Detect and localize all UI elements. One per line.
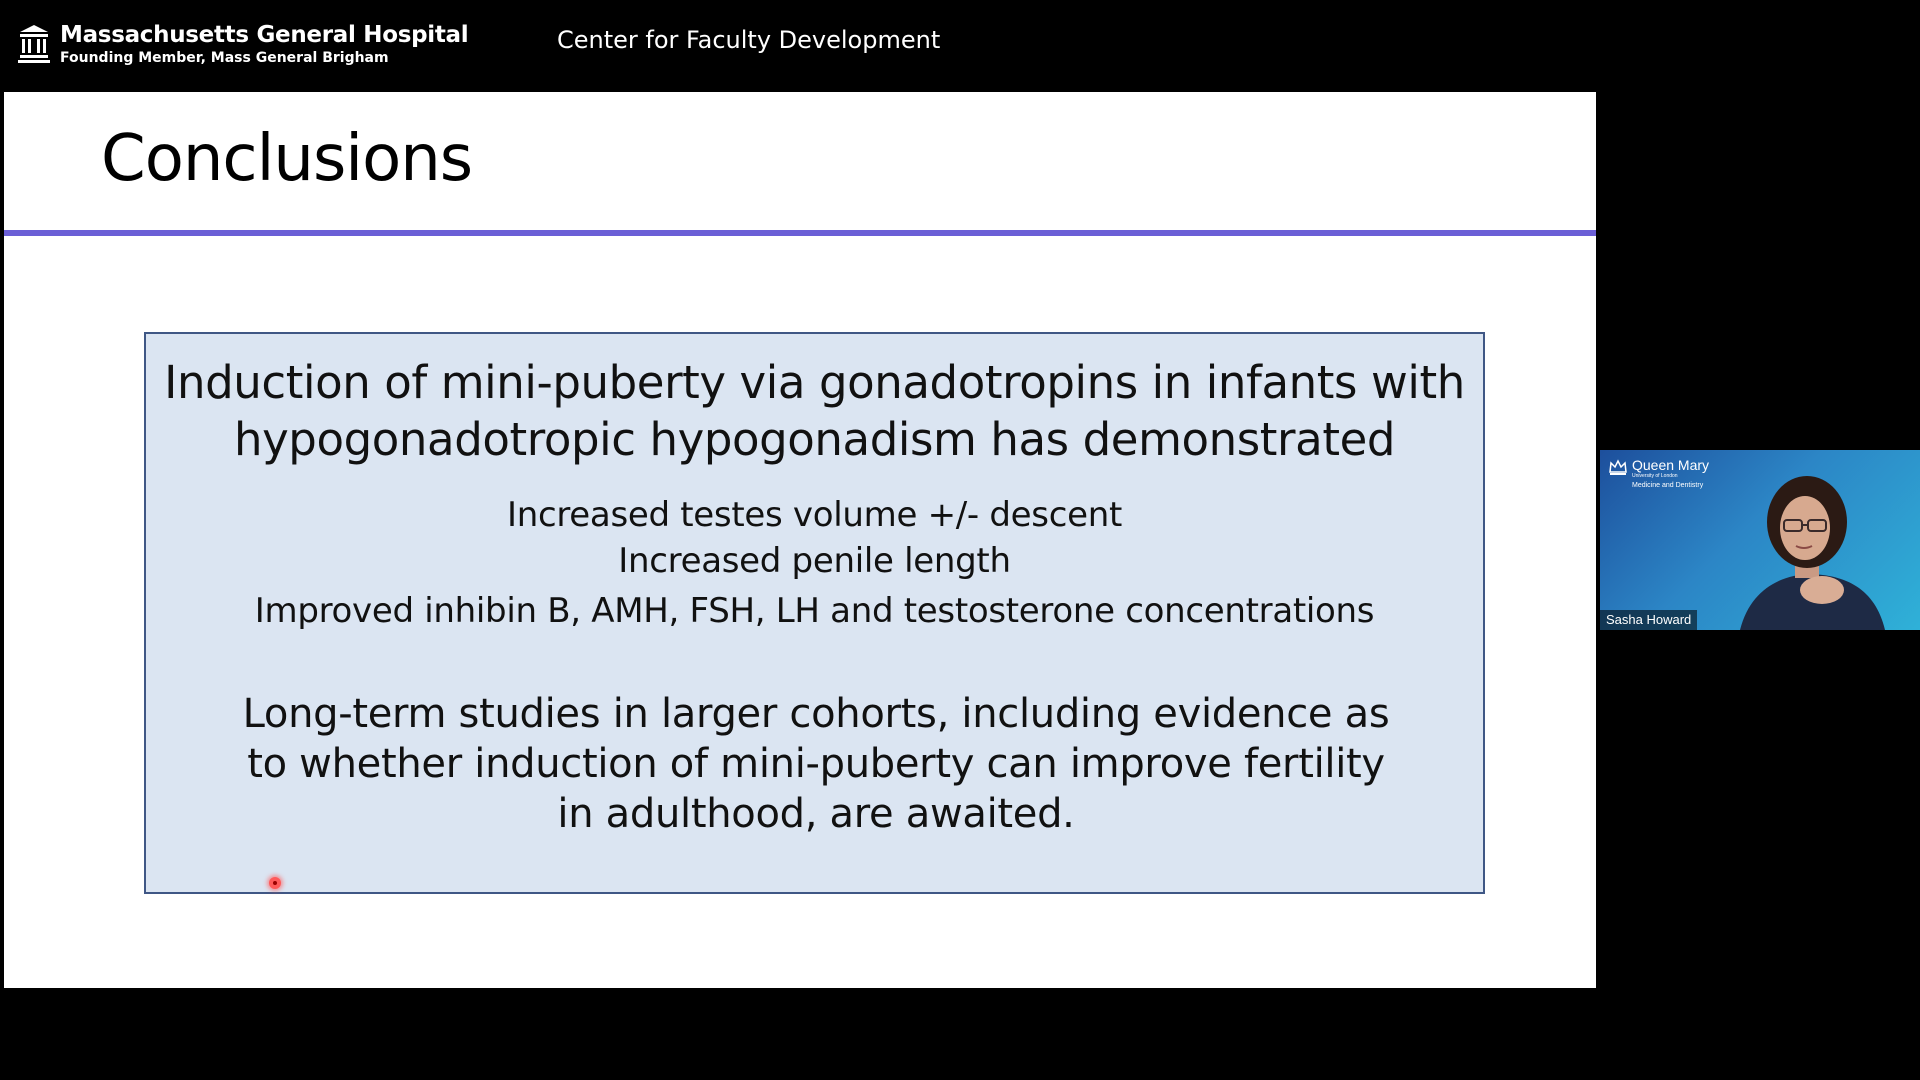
logo-sub1: University of London xyxy=(1632,473,1678,479)
finding-item: Increased penile length xyxy=(618,541,1011,581)
findings-list xyxy=(146,492,1483,634)
participant-video-feed xyxy=(1680,470,1920,630)
participant-video-tile[interactable] xyxy=(1600,450,1920,630)
hospital-building-icon xyxy=(18,23,50,65)
conclusion-headline: Induction of mini-puberty via gonadotropins in infants with hypogonadotropic hypogonadism has demonstrated xyxy=(164,356,1465,466)
participant-name: Sasha Howard xyxy=(1600,610,1697,630)
event-title: Center for Faculty Development xyxy=(557,26,941,54)
logo-sub2: Medicine and Dentistry xyxy=(1632,482,1704,489)
title-divider xyxy=(4,230,1596,236)
closing-statement: Long-term studies in larger cohorts, including evidence as to whether induction of mini-puberty can improve fertility in adulthood, are awaited. xyxy=(242,691,1390,837)
brand-name: Massachusetts General Hospital xyxy=(60,21,469,48)
presentation-slide xyxy=(4,92,1596,988)
finding-item: Increased testes volume +/- descent xyxy=(507,495,1122,535)
crown-icon xyxy=(1608,458,1628,476)
logo-name: Queen Mary xyxy=(1632,457,1710,473)
conclusion-box xyxy=(144,332,1485,894)
slide-title: Conclusions xyxy=(101,122,473,196)
laser-pointer xyxy=(269,877,281,889)
finding-item: Improved inhibin B, AMH, FSH, LH and testosterone concentrations xyxy=(254,591,1375,631)
brand-subtitle: Founding Member, Mass General Brigham xyxy=(60,49,389,66)
mgh-brand xyxy=(18,18,468,70)
